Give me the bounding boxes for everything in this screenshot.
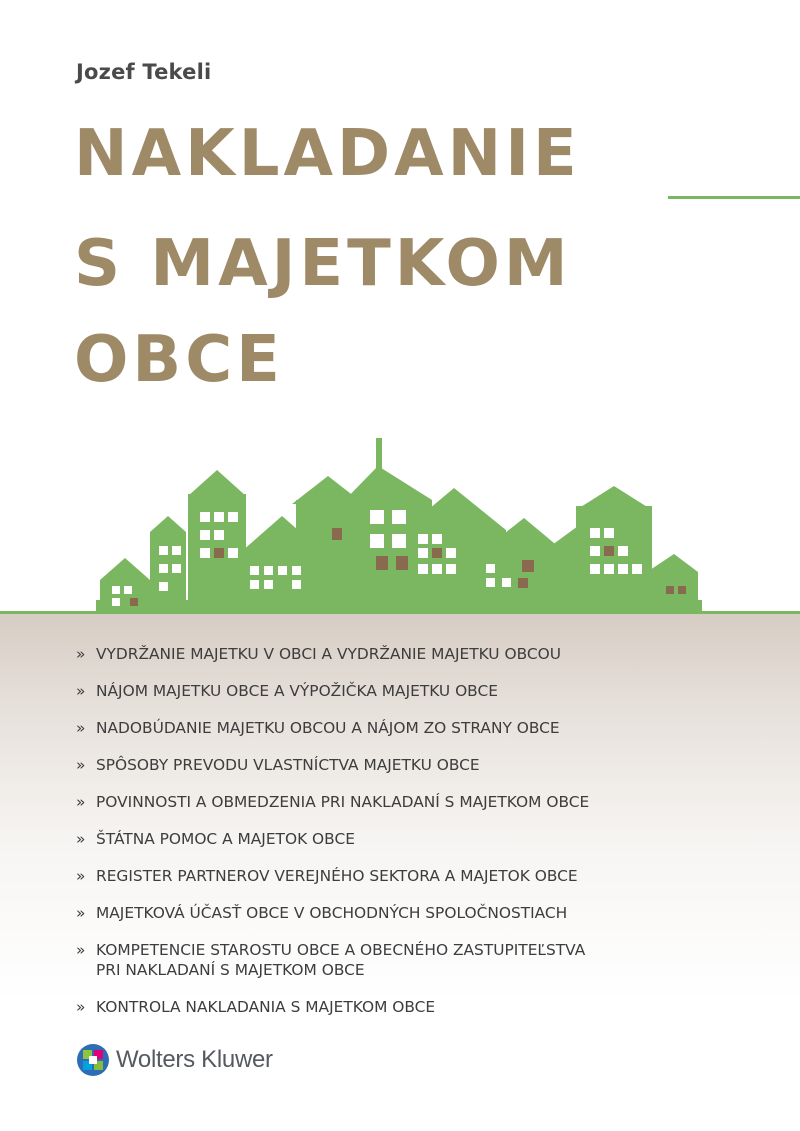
village-illustration — [0, 430, 800, 614]
panel-top-rule — [0, 611, 800, 614]
list-item — [76, 755, 776, 775]
topic-text-continued: PRI NAKLADANÍ S MAJETKOM OBCE — [96, 961, 365, 979]
bullet-icon: » — [76, 756, 86, 774]
topic-text: KOMPETENCIE STAROSTU OBCE A OBECNÉHO ZASTUPITEĽSTVA — [96, 941, 586, 959]
bullet-icon: » — [76, 904, 86, 922]
publisher-name: Wolters Kluwer — [116, 1046, 273, 1073]
bullet-icon: » — [76, 645, 86, 663]
bullet-icon: » — [76, 867, 86, 885]
title-line-1: NAKLADANIE — [74, 117, 581, 191]
list-item — [76, 940, 776, 980]
topic-text: NADOBÚDANIE MAJETKU OBCOU A NÁJOM ZO STRANY OBCE — [96, 719, 560, 737]
topics-list — [76, 644, 776, 1034]
title-line-3: OBCE — [74, 323, 284, 397]
bullet-icon: » — [76, 998, 86, 1016]
bullet-icon: » — [76, 830, 86, 848]
title-line-2: S MAJETKOM — [74, 227, 572, 301]
wolters-kluwer-logo-icon — [76, 1043, 110, 1077]
list-item — [76, 903, 776, 923]
bullet-icon: » — [76, 682, 86, 700]
topic-text: KONTROLA NAKLADANIA S MAJETKOM OBCE — [96, 998, 436, 1016]
author-name: Jozef Tekeli — [76, 60, 212, 84]
topic-text: SPÔSOBY PREVODU VLASTNÍCTVA MAJETKU OBCE — [96, 756, 480, 774]
topic-text: POVINNOSTI A OBMEDZENIA PRI NAKLADANÍ S MAJETKOM OBCE — [96, 793, 590, 811]
bullet-icon: » — [76, 941, 86, 959]
publisher-brand — [76, 1040, 273, 1080]
topic-text: MAJETKOVÁ ÚČASŤ OBCE V OBCHODNÝCH SPOLOČNOSTIACH — [96, 904, 568, 922]
topic-text: REGISTER PARTNEROV VEREJNÉHO SEKTORA A MAJETOK OBCE — [96, 867, 578, 885]
topic-text: VYDRŽANIE MAJETKU V OBCI A VYDRŽANIE MAJETKU OBCOU — [96, 645, 561, 663]
list-item — [76, 718, 776, 738]
bullet-icon: » — [76, 719, 86, 737]
list-item — [76, 829, 776, 849]
list-item — [76, 866, 776, 886]
title-rule — [668, 196, 800, 199]
list-item — [76, 644, 776, 664]
topic-text: NÁJOM MAJETKU OBCE A VÝPOŽIČKA MAJETKU OBCE — [96, 682, 498, 700]
list-item — [76, 681, 776, 701]
bullet-icon: » — [76, 793, 86, 811]
list-item — [76, 792, 776, 812]
list-item — [76, 997, 776, 1017]
topic-text: ŠTÁTNA POMOC A MAJETOK OBCE — [96, 830, 355, 848]
